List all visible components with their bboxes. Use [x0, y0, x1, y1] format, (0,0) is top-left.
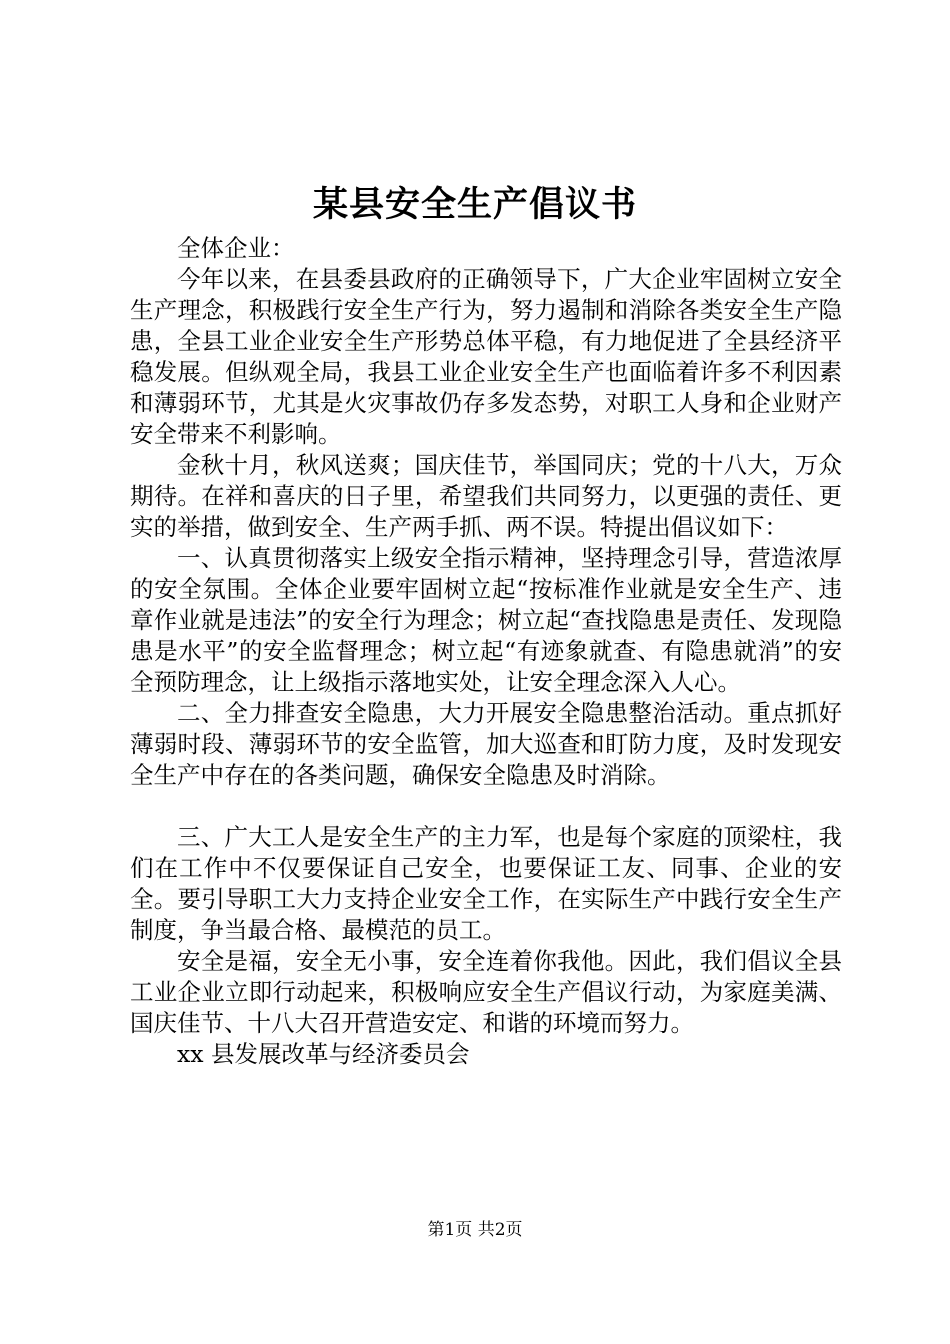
- salutation: 全体企业：: [177, 234, 295, 262]
- document-title: 某县安全生产倡议书: [312, 184, 637, 225]
- paragraph-proposal-3: 三、广大工人是安全生产的主力军，也是每个家庭的顶梁柱，我们在工作中不仅要保证自己安全，也要保证工友、同事、企业的安全。要引导职工大力支持企业安全工作，在实际生产中践行安全生产制度，争当最合格、最模范的员工。: [130, 823, 842, 944]
- signature: xx 县发展改革与经济委员会: [177, 1040, 470, 1068]
- paragraph-intro: 今年以来，在县委县政府的正确领导下，广大企业牢固树立安全生产理念，积极践行安全生产行为，努力遏制和消除各类安全生产隐患，全县工业企业安全生产形势总体平稳，有力地促进了全县经济平稳发展。但纵观全局，我县工业企业安全生产也面临着许多不利因素和薄弱环节，尤其是火灾事故仍存多发态势，对职工人身和企业财产安全带来不利影响。: [130, 265, 842, 448]
- paragraph-spacer: [130, 791, 842, 822]
- paragraph-proposal-1: 一、认真贯彻落实上级安全指示精神，坚持理念引导，营造浓厚的安全氛围。全体企业要牢固树立起“按标准作业就是安全生产、违章作业就是违法”的安全行为理念；树立起“查找隐患是责任、发现隐患是水平”的安全监督理念；树立起“有迹象就查、有隐患就消”的安全预防理念，让上级指示落地实处，让安全理念深入人心。: [130, 544, 842, 696]
- document-body: [130, 233, 842, 1070]
- paragraph-occasion: 金秋十月，秋风送爽；国庆佳节，举国同庆；党的十八大，万众期待。在祥和喜庆的日子里，希望我们共同努力，以更强的责任、更实的举措，做到安全、生产两手抓、两不误。特提出倡议如下：: [130, 451, 842, 541]
- paragraph-closing: 安全是福，安全无小事，安全连着你我他。因此，我们倡议全县工业企业立即行动起来，积极响应安全生产倡议行动，为家庭美满、国庆佳节、十八大召开营造安定、和谐的环境而努力。: [130, 947, 842, 1037]
- paragraph-proposal-2: 二、全力排查安全隐患，大力开展安全隐患整治活动。重点抓好薄弱时段、薄弱环节的安全监管，加大巡查和盯防力度，及时发现安全生产中存在的各类问题，确保安全隐患及时消除。: [130, 699, 842, 789]
- page-footer: 第1页 共2页: [427, 1220, 523, 1240]
